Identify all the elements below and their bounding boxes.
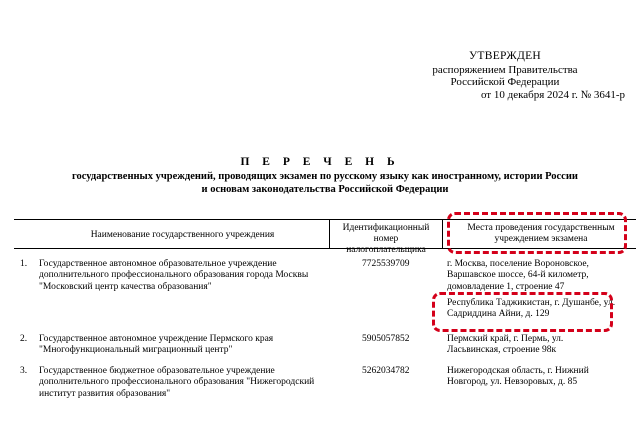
document-subtitle <box>50 170 600 196</box>
row-1-place-1: г. Москва, поселение Вороновское, Варшавское шоссе, 64-й километр, домовладение 1, строение 47 <box>447 259 589 292</box>
approval-block <box>385 50 625 101</box>
row-1-inn: 7725539709 <box>362 259 410 269</box>
table-header-rule <box>14 248 636 249</box>
row-3-inn: 5262034782 <box>362 366 410 376</box>
row-1-name: Государственное автономное образовательное учреждение дополнительного профессионального образования города Москвы "Московский центр качества образования" <box>39 259 309 292</box>
row-3-name: Государственное бюджетное образовательное учреждение дополнительного профессионального образования "Нижегородский институт развития образования" <box>39 366 315 399</box>
row-1-place-2: Республика Таджикистан, г. Душанбе, ул. Садриддина Айни, д. 129 <box>447 298 616 320</box>
row-2-number: 2. <box>20 334 28 344</box>
row-3-number: 3. <box>20 366 28 376</box>
row-3-place-1: Нижегородская область, г. Нижний Новгород, ул. Невзоровых, д. 85 <box>447 366 589 388</box>
approval-line-4: от 10 декабря 2024 г. № 3641-р <box>480 88 625 101</box>
header-places: Места проведения государственным учреждением экзамена <box>467 223 615 244</box>
row-2-inn: 5905057852 <box>362 334 410 344</box>
approval-line-3: Российской Федерации <box>450 76 560 89</box>
table-top-rule <box>14 219 636 220</box>
approval-line-2: распоряжением Правительства <box>432 63 578 76</box>
approval-title: УТВЕРЖДЕН <box>468 50 542 62</box>
row-2-name: Государственное автономное учреждение Пермского края "Многофункциональный миграционный центр" <box>39 334 274 356</box>
column-divider-1 <box>329 220 330 248</box>
subtitle-line-2: и основам законодательства Российской Федерации <box>201 184 449 195</box>
column-divider-2 <box>442 220 443 248</box>
document-title: П Е Р Е Ч Е Н Ь <box>240 156 400 168</box>
header-name: Наименование государственного учреждения <box>90 230 275 240</box>
row-2-place-1: Пермский край, г. Пермь, ул. Ласьвинская, строение 98к <box>447 334 564 356</box>
header-inn: Идентификационный номер налогоплательщика <box>342 223 430 255</box>
row-1-number: 1. <box>20 259 28 269</box>
subtitle-line-1: государственных учреждений, проводящих экзамен по русскому языку как иностранному, истории России <box>72 171 578 182</box>
